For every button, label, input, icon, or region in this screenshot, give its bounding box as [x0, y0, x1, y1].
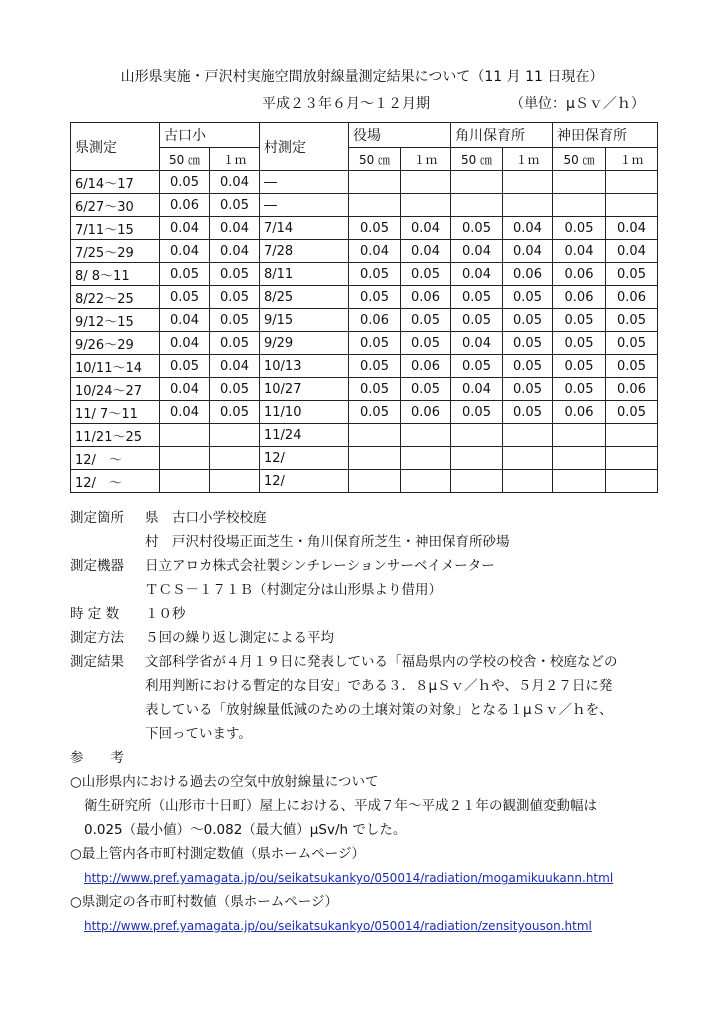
- value-cell: [553, 447, 606, 470]
- result-line: 表している「放射線量低減のための土壌対策の対象」となる１μＳｖ／ｈを、: [145, 702, 613, 718]
- date-cell: 10/13: [260, 355, 349, 378]
- value-cell: 0.06: [401, 286, 451, 309]
- value-cell: 0.05: [451, 401, 503, 424]
- table-row: [71, 263, 658, 286]
- value-cell: 0.05: [160, 263, 210, 286]
- value-cell: 0.04: [160, 332, 210, 355]
- date-cell: 7/14: [260, 217, 349, 240]
- value-cell: [503, 171, 553, 194]
- value-cell: 0.04: [451, 263, 503, 286]
- date-cell: ―: [260, 171, 349, 194]
- value-cell: 0.04: [503, 217, 553, 240]
- value-cell: 0.05: [606, 263, 658, 286]
- date-cell: 7/28: [260, 240, 349, 263]
- value-cell: [401, 447, 451, 470]
- value-cell: 0.05: [210, 263, 260, 286]
- table-row: [71, 309, 658, 332]
- value-cell: [503, 470, 553, 493]
- mogami-link[interactable]: http://www.pref.yamagata.jp/ou/seikatsukankyo/050014/radiation/mogamikuukann.html: [84, 871, 614, 885]
- value-cell: 0.06: [160, 194, 210, 217]
- value-cell: 0.04: [160, 217, 210, 240]
- table-row: [71, 378, 658, 401]
- value-cell: 0.05: [401, 309, 451, 332]
- value-cell: 0.05: [503, 355, 553, 378]
- table-row: [71, 171, 658, 194]
- value-cell: 0.05: [210, 401, 260, 424]
- location-line: 県 古口小学校校庭: [145, 510, 267, 526]
- value-cell: 0.06: [553, 263, 606, 286]
- subheader-1m: １ｍ: [401, 148, 451, 171]
- header-yakuba: 役場: [349, 123, 451, 148]
- reference-heading: ○県測定の各市町村数値（県ホームページ）: [70, 894, 339, 910]
- value-cell: 0.05: [553, 217, 606, 240]
- value-cell: [451, 447, 503, 470]
- value-cell: 0.05: [503, 309, 553, 332]
- value-cell: [401, 194, 451, 217]
- result-line: 下回っています。: [145, 726, 252, 742]
- date-cell: 10/27: [260, 378, 349, 401]
- value-cell: 0.05: [349, 332, 401, 355]
- value-cell: [160, 424, 210, 447]
- value-cell: 0.06: [349, 309, 401, 332]
- value-cell: [553, 424, 606, 447]
- table-row: [71, 194, 658, 217]
- result-line: 利用判断における暫定的な目安」である３．８μＳｖ／ｈや、５月２７日に発: [145, 678, 613, 694]
- value-cell: [349, 424, 401, 447]
- date-cell: 8/11: [260, 263, 349, 286]
- value-cell: [349, 447, 401, 470]
- value-cell: [349, 194, 401, 217]
- value-cell: [606, 447, 658, 470]
- table-row: [71, 447, 658, 470]
- value-cell: [210, 470, 260, 493]
- value-cell: 0.06: [503, 263, 553, 286]
- date-cell: 10/11～14: [71, 355, 160, 378]
- value-cell: [503, 194, 553, 217]
- reference-label: 参 考: [70, 750, 124, 766]
- value-cell: 0.05: [503, 401, 553, 424]
- period-line: [262, 93, 645, 113]
- table-row: [71, 424, 658, 447]
- subheader-1m: １ｍ: [503, 148, 553, 171]
- value-cell: 0.04: [503, 240, 553, 263]
- value-cell: [451, 424, 503, 447]
- value-cell: 0.05: [401, 378, 451, 401]
- value-cell: 0.04: [606, 217, 658, 240]
- header-furukuchi: 古口小: [160, 123, 260, 148]
- table-row: [71, 217, 658, 240]
- table-row: [71, 355, 658, 378]
- date-cell: 12/: [260, 470, 349, 493]
- header-kanda: 神田保育所: [553, 123, 658, 148]
- date-cell: 9/26～29: [71, 332, 160, 355]
- date-cell: 8/22～25: [71, 286, 160, 309]
- value-cell: [451, 470, 503, 493]
- value-cell: [210, 447, 260, 470]
- value-cell: 0.04: [160, 378, 210, 401]
- time-constant-row: [70, 602, 670, 626]
- value-cell: 0.06: [553, 401, 606, 424]
- device-row: [70, 554, 670, 578]
- value-cell: 0.04: [451, 378, 503, 401]
- table-row: [71, 240, 658, 263]
- location-row: [70, 506, 670, 530]
- value-cell: 0.04: [553, 240, 606, 263]
- value-cell: [401, 424, 451, 447]
- date-cell: 7/11～15: [71, 217, 160, 240]
- method-value: ５回の繰り返し測定による平均: [145, 630, 334, 646]
- date-cell: 12/: [260, 447, 349, 470]
- period-label: 平成２３年６月～１２月期: [262, 96, 430, 112]
- header-tsunokawa: 角川保育所: [451, 123, 553, 148]
- table-row: [71, 286, 658, 309]
- value-cell: 0.05: [210, 309, 260, 332]
- subheader-50cm: 50 ㎝: [349, 148, 401, 171]
- value-cell: 0.05: [606, 309, 658, 332]
- value-cell: 0.04: [210, 171, 260, 194]
- value-cell: [401, 171, 451, 194]
- measurement-table: [70, 122, 658, 493]
- value-cell: 0.05: [553, 309, 606, 332]
- value-cell: 0.05: [553, 332, 606, 355]
- date-cell: 12/ ～: [71, 447, 160, 470]
- value-cell: 0.05: [503, 332, 553, 355]
- value-cell: [160, 470, 210, 493]
- value-cell: 0.05: [210, 286, 260, 309]
- date-cell: 6/27～30: [71, 194, 160, 217]
- reference-heading: ○最上管内各市町村測定数値（県ホームページ）: [70, 846, 366, 862]
- value-cell: 0.05: [210, 332, 260, 355]
- device-label: 測定機器: [70, 558, 124, 574]
- table-row: [71, 332, 658, 355]
- subheader-1m: １ｍ: [210, 148, 260, 171]
- date-cell: 8/ 8～11: [71, 263, 160, 286]
- value-cell: 0.04: [210, 355, 260, 378]
- value-cell: 0.04: [401, 217, 451, 240]
- notes-section: [70, 506, 670, 938]
- date-cell: 12/ ～: [71, 470, 160, 493]
- time-constant-value: １０秒: [145, 606, 186, 622]
- value-cell: 0.06: [553, 286, 606, 309]
- subheader-1m: １ｍ: [606, 148, 658, 171]
- value-cell: 0.05: [349, 217, 401, 240]
- unit-label: （単位：μＳｖ／ｈ）: [510, 96, 645, 112]
- method-row: [70, 626, 670, 650]
- subheader-50cm: 50 ㎝: [451, 148, 503, 171]
- table-row: [71, 401, 658, 424]
- value-cell: 0.05: [160, 171, 210, 194]
- date-cell: 9/12～15: [71, 309, 160, 332]
- date-cell: 11/24: [260, 424, 349, 447]
- value-cell: [349, 470, 401, 493]
- value-cell: 0.05: [503, 286, 553, 309]
- subheader-50cm: 50 ㎝: [553, 148, 606, 171]
- value-cell: [606, 194, 658, 217]
- value-cell: 0.04: [451, 240, 503, 263]
- time-constant-label: 時 定 数: [70, 606, 120, 622]
- device-line: 日立アロカ株式会社製シンチレーションサーベイメーター: [145, 558, 495, 574]
- date-cell: ―: [260, 194, 349, 217]
- value-cell: 0.05: [401, 263, 451, 286]
- date-cell: 7/25～29: [71, 240, 160, 263]
- value-cell: 0.04: [160, 240, 210, 263]
- value-cell: 0.05: [349, 263, 401, 286]
- header-village: 村測定: [260, 123, 349, 171]
- value-cell: 0.06: [606, 378, 658, 401]
- method-label: 測定方法: [70, 630, 124, 646]
- table-header-row: [71, 123, 658, 148]
- value-cell: 0.04: [401, 240, 451, 263]
- value-cell: [553, 470, 606, 493]
- result-row: [70, 650, 670, 674]
- value-cell: 0.05: [160, 355, 210, 378]
- subheader-50cm: 50 ㎝: [160, 148, 210, 171]
- value-cell: [451, 171, 503, 194]
- date-cell: 9/29: [260, 332, 349, 355]
- reference-text: 衛生研究所（山形市十日町）屋上における、平成７年～平成２１年の観測値変動幅は: [84, 798, 597, 814]
- value-cell: 0.05: [553, 355, 606, 378]
- value-cell: 0.04: [210, 240, 260, 263]
- value-cell: 0.05: [553, 378, 606, 401]
- value-cell: 0.04: [160, 401, 210, 424]
- value-cell: 0.05: [451, 217, 503, 240]
- result-label: 測定結果: [70, 654, 124, 670]
- value-cell: 0.05: [210, 378, 260, 401]
- header-prefecture: 県測定: [71, 123, 160, 171]
- location-line: 村 戸沢村役場正面芝生・角川保育所芝生・神田保育所砂場: [145, 534, 510, 550]
- date-cell: 11/10: [260, 401, 349, 424]
- value-cell: [503, 424, 553, 447]
- value-cell: [553, 171, 606, 194]
- value-cell: 0.04: [160, 309, 210, 332]
- result-line: 文部科学省が４月１９日に発表している「福島県内の学校の校舎・校庭などの: [145, 654, 618, 670]
- reference-text: 0.025（最小値）～0.082（最大値）μSv/h でした。: [84, 822, 407, 838]
- date-cell: 6/14～17: [71, 171, 160, 194]
- value-cell: 0.05: [606, 332, 658, 355]
- date-cell: 10/24～27: [71, 378, 160, 401]
- date-cell: 11/21～25: [71, 424, 160, 447]
- value-cell: [451, 194, 503, 217]
- value-cell: [606, 424, 658, 447]
- value-cell: [210, 424, 260, 447]
- value-cell: 0.06: [401, 355, 451, 378]
- value-cell: [160, 447, 210, 470]
- value-cell: 0.05: [401, 332, 451, 355]
- value-cell: 0.04: [606, 240, 658, 263]
- value-cell: 0.05: [503, 378, 553, 401]
- location-label: 測定箇所: [70, 510, 124, 526]
- date-cell: 9/15: [260, 309, 349, 332]
- value-cell: 0.05: [451, 309, 503, 332]
- value-cell: 0.05: [349, 378, 401, 401]
- value-cell: 0.06: [606, 286, 658, 309]
- table-subheader-row: [71, 148, 658, 171]
- value-cell: [349, 171, 401, 194]
- value-cell: 0.05: [349, 286, 401, 309]
- municipalities-link[interactable]: http://www.pref.yamagata.jp/ou/seikatsukankyo/050014/radiation/zensityouson.html: [84, 919, 592, 933]
- value-cell: 0.06: [401, 401, 451, 424]
- value-cell: 0.05: [210, 194, 260, 217]
- value-cell: 0.04: [349, 240, 401, 263]
- device-line: ＴＣＳ－１７１Ｂ（村測定分は山形県より借用）: [145, 582, 442, 598]
- value-cell: [553, 194, 606, 217]
- reference-heading: ○山形県内における過去の空気中放射線量について: [70, 774, 379, 790]
- value-cell: 0.04: [451, 332, 503, 355]
- value-cell: 0.05: [349, 355, 401, 378]
- value-cell: 0.05: [349, 401, 401, 424]
- value-cell: 0.05: [160, 286, 210, 309]
- value-cell: 0.05: [606, 355, 658, 378]
- date-cell: 8/25: [260, 286, 349, 309]
- value-cell: [606, 171, 658, 194]
- value-cell: 0.05: [451, 286, 503, 309]
- date-cell: 11/ 7～11: [71, 401, 160, 424]
- value-cell: 0.05: [606, 401, 658, 424]
- value-cell: 0.04: [210, 217, 260, 240]
- page-title: 山形県実施・戸沢村実施空間放射線量測定結果について（11 月 11 日現在）: [120, 69, 604, 85]
- value-cell: 0.05: [451, 355, 503, 378]
- value-cell: [503, 447, 553, 470]
- value-cell: [606, 470, 658, 493]
- value-cell: [401, 470, 451, 493]
- table-row: [71, 470, 658, 493]
